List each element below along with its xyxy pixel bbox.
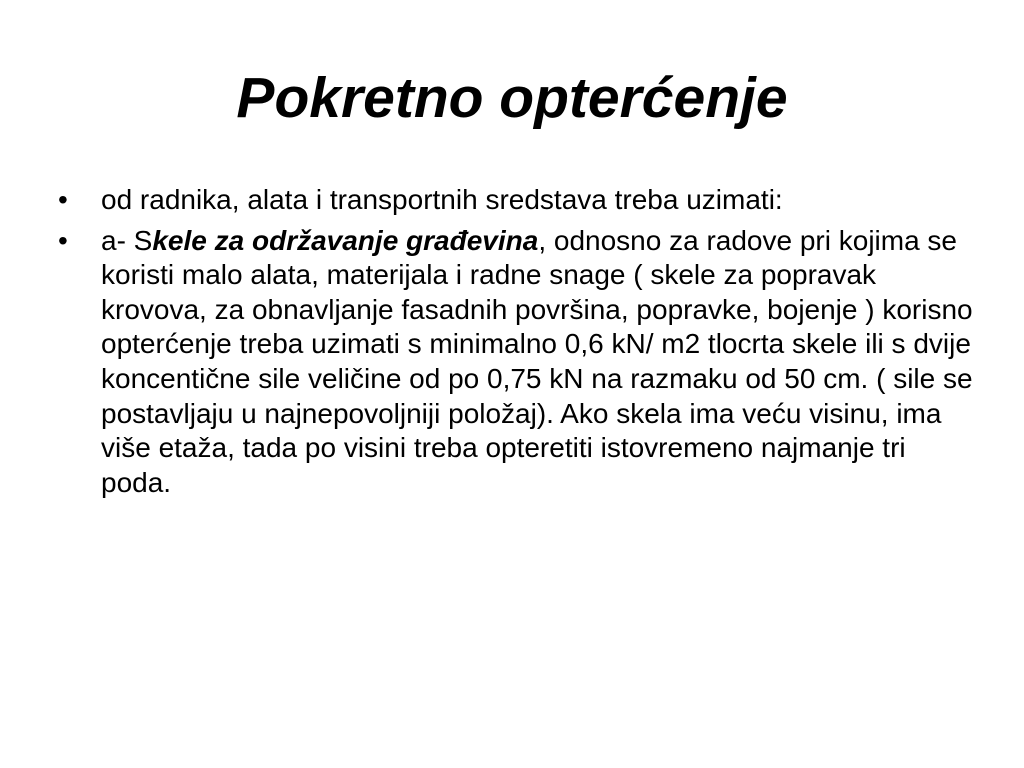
- bullet-emphasis: kele za održavanje građevina: [152, 224, 539, 256]
- bullet-marker: •: [58, 224, 68, 256]
- bullet-item: [56, 224, 976, 501]
- bullet-text: , odnosno za radove pri kojima se koristi malo alata, materijala i radne snage ( skele za popravak krovova, za obnavljanje fasadnih površina, popravke, bojenje ) korisno opterćenje treba uzimati s minimalno 0,6 kN/ m2 tlocrta skele ili s dvije koncentične sile veličine od po 0,75 kN na razmaku od 50 cm. ( sile se postavljaju u najnepovoljniji položaj). Ako skela ima veću visinu, ima više etaža, tada po visini treba opteretiti istovremeno najmanje tri poda.: [101, 224, 973, 498]
- bullet-prefix: a- S: [101, 224, 153, 256]
- bullet-text: od radnika, alata i transportnih sredstava treba uzimati:: [101, 184, 783, 215]
- bullet-item: [56, 183, 976, 218]
- bullet-list: [56, 183, 976, 506]
- bullet-marker: •: [58, 184, 68, 215]
- slide-title: Pokretno opterćenje: [236, 66, 788, 130]
